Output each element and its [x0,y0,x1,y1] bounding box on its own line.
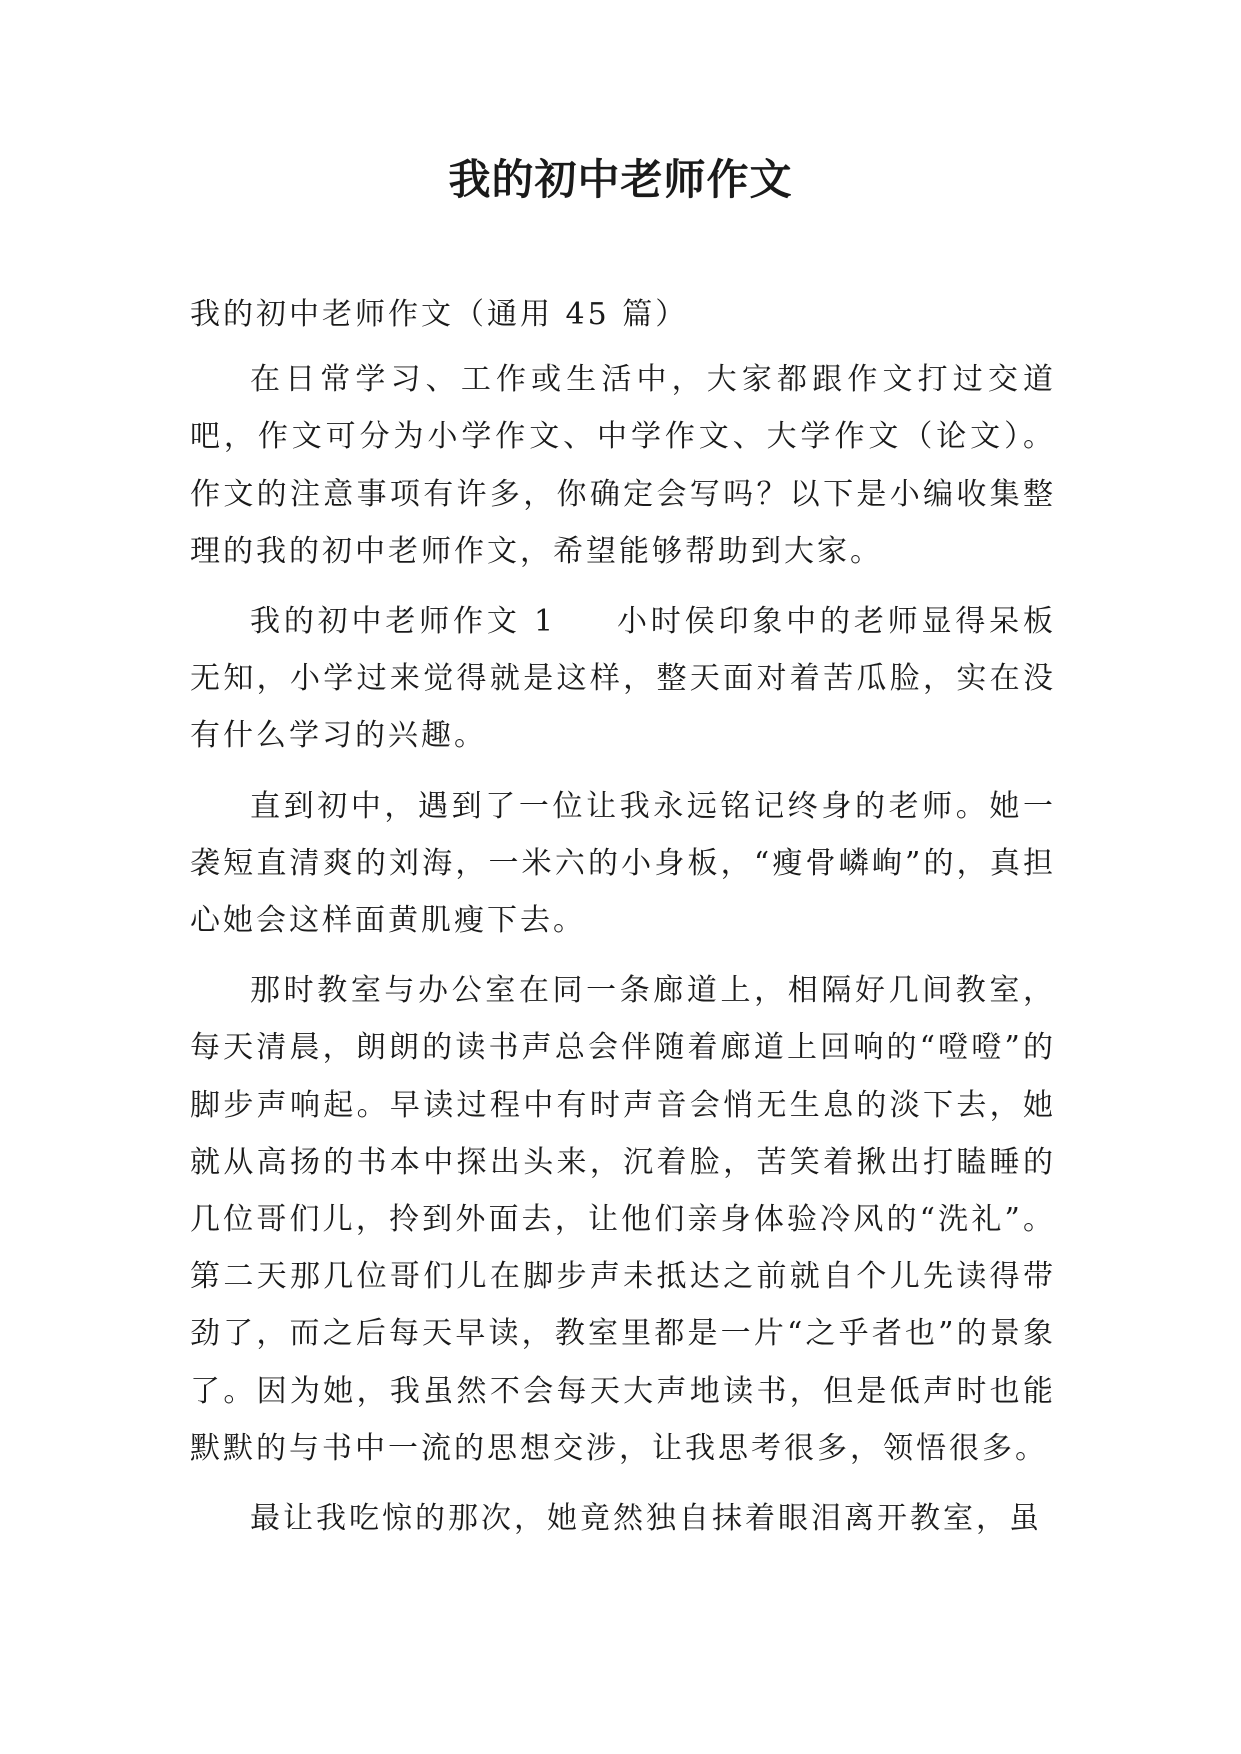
intro-paragraph: 在日常学习、工作或生活中，大家都跟作文打过交道吧，作文可分为小学作文、中学作文、大学作文（论文）。作文的注意事项有许多，你确定会写吗？以下是小编收集整理的我的初中老师作文，希望能够帮助到大家。 [190,362,1056,569]
essay-paragraph: 那时教室与办公室在同一条廊道上，相隔好几间教室，每天清晨，朗朗的读书声总会伴随着廊道上回响的“噔噔”的脚步声响起。早读过程中有时声音会悄无生息的淡下去，她就从高扬的书本中探出头来，沉着脸，苦笑着揪出打瞌睡的几位哥们儿，拎到外面去，让他们亲身体验冷风的“洗礼”。第二天那几位哥们儿在脚步声未抵达之前就自个儿先读得带劲了，而之后每天早读，教室里都是一片“之乎者也”的景象了。因为她，我虽然不会每天大声地读书，但是低声时也能默默的与书中一流的思想交涉，让我思考很多，领悟很多。 [190,973,1056,1466]
essay-1-first-paragraph [190,593,1056,765]
document-body [190,286,1056,1560]
essay-1-text: 小时侯印象中的老师显得呆板无知，小学过来觉得就是这样，整天面对着苦瓜脸，实在没有什么学习的兴趣。 [190,604,1056,754]
essay-heading: 我的初中老师作文 1 [250,604,557,640]
essay-paragraph: 最让我吃惊的那次，她竟然独自抹着眼泪离开教室，虽 [250,1501,1042,1537]
document-title: 我的初中老师作文 [448,155,793,204]
essay-paragraph: 直到初中，遇到了一位让我永远铭记终身的老师。她一袭短直清爽的刘海，一米六的小身板，“瘦骨嶙峋”的，真担心她会这样面黄肌瘦下去。 [190,788,1056,939]
document-subtitle: 我的初中老师作文（通用 45 篇） [190,297,689,332]
